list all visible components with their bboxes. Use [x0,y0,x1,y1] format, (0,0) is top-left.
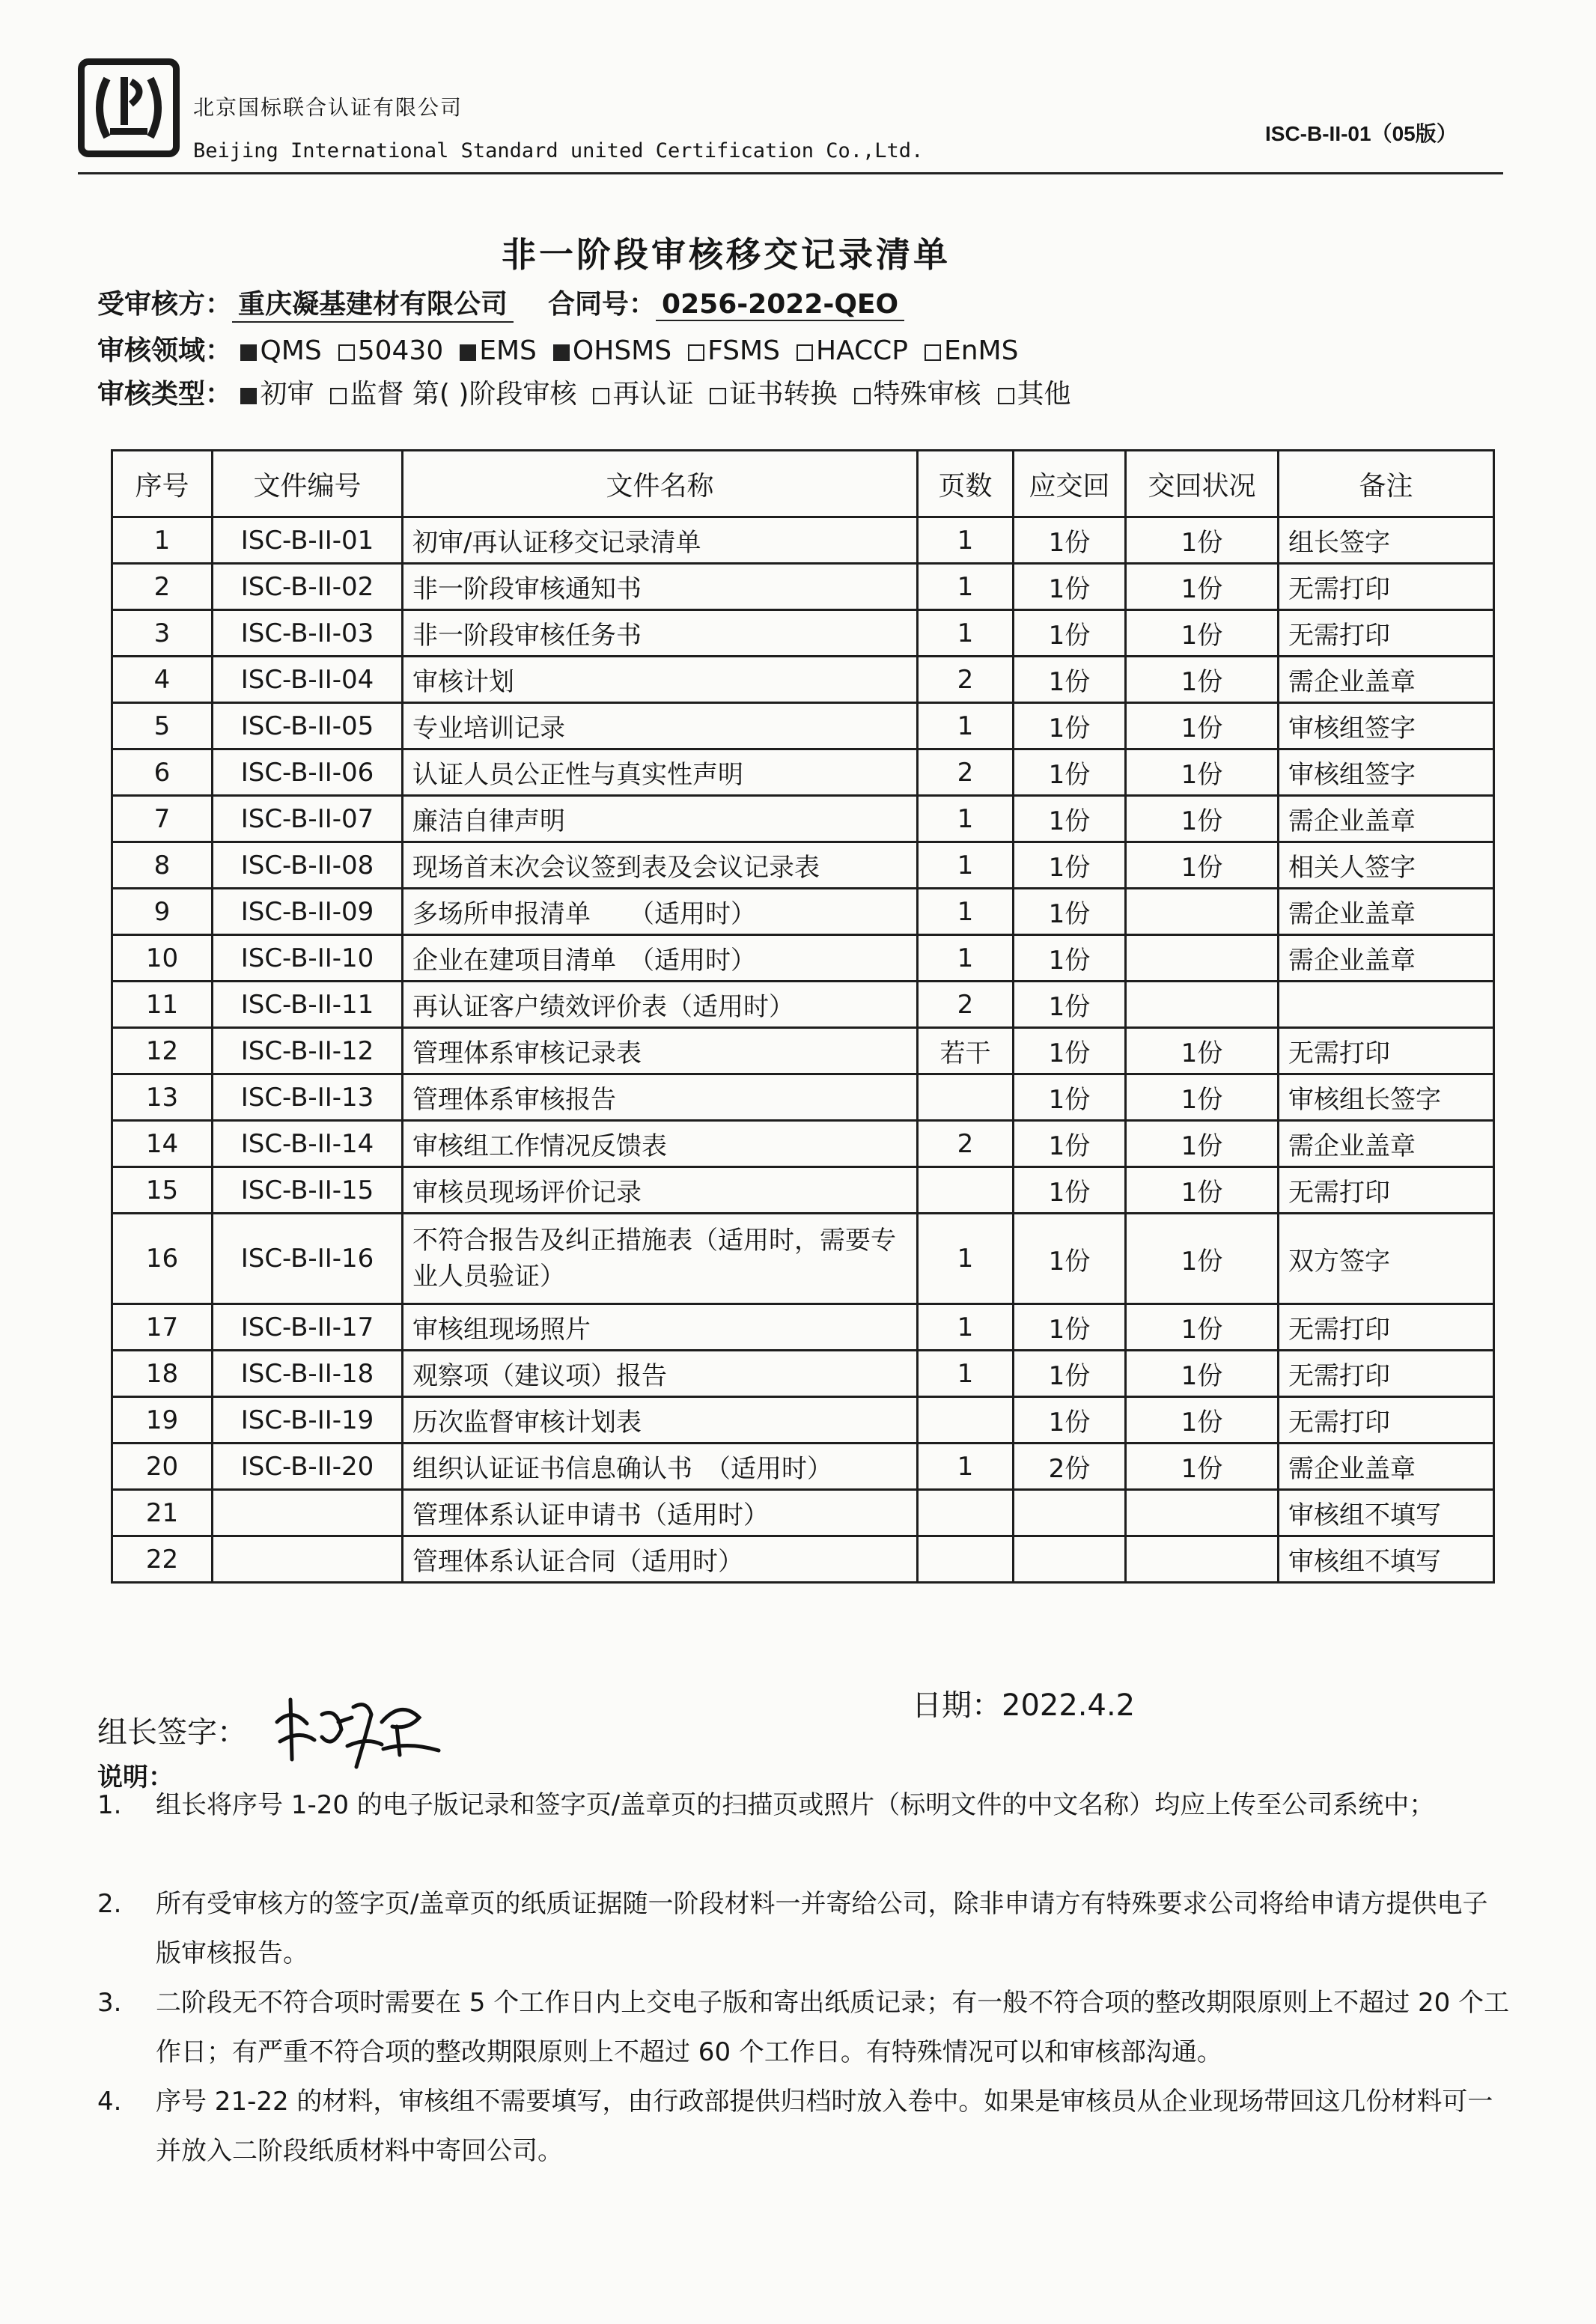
logo-mark-icon [85,65,173,150]
file-code-cell [213,1490,403,1536]
remarks-cell: 无需打印 [1279,1351,1494,1397]
notes-label: 说明： [97,1762,174,1792]
remarks-cell: 需企业盖章 [1279,889,1494,935]
remarks-cell: 需企业盖章 [1279,935,1494,982]
audit-domain-option-label: HACCP [815,335,908,366]
serial-cell: 16 [112,1214,213,1304]
unchecked-box-icon[interactable] [998,388,1014,404]
file-code-cell: ISC-B-II-01 [213,517,403,564]
header-file-name: 文件名称 [403,451,918,517]
due-cell: 1份 [1014,1351,1126,1397]
table-row [112,935,1494,982]
file-code-cell [213,1536,403,1583]
file-code-cell: ISC-B-II-09 [213,889,403,935]
pages-cell: 1 [918,1351,1014,1397]
serial-cell: 1 [112,517,213,564]
pages-cell [918,1167,1014,1214]
returned-cell: 1份 [1126,610,1279,657]
remarks-cell: 无需打印 [1279,564,1494,610]
file-code-cell: ISC-B-II-03 [213,610,403,657]
returned-cell: 1份 [1126,703,1279,749]
file-name-cell: 审核员现场评价记录 [403,1167,918,1214]
table-row [112,1028,1494,1074]
note-text: 序号 21-22 的材料，审核组不需要填写，由行政部提供归档时放入卷中。如果是审核员从企业现场带回这几份材料可一并放入二阶段纸质材料中寄回公司。 [156,2087,1493,2166]
audit-type-option-label: 初审 [260,379,314,410]
file-name-cell: 非一阶段审核通知书 [403,564,918,610]
returned-cell: 1份 [1126,657,1279,703]
file-name-cell: 审核组工作情况反馈表 [403,1121,918,1167]
remarks-cell: 无需打印 [1279,1167,1494,1214]
serial-cell: 17 [112,1304,213,1351]
file-name-cell: 审核计划 [403,657,918,703]
table-row [112,982,1494,1028]
contract-label: 合同号： [548,289,657,320]
table-row [112,1351,1494,1397]
pages-cell: 2 [918,1121,1014,1167]
checked-box-icon[interactable] [460,344,476,361]
unchecked-box-icon[interactable] [330,388,347,404]
file-name-cell: 初审/再认证移交记录清单 [403,517,918,564]
due-cell: 1份 [1014,935,1126,982]
table-row [112,1167,1494,1214]
pages-cell: 1 [918,1444,1014,1490]
audit-type-options [240,379,1087,410]
audit-domain-option[interactable] [553,335,671,366]
remarks-cell: 无需打印 [1279,1028,1494,1074]
file-code-cell: ISC-B-II-07 [213,796,403,842]
due-cell [1014,1490,1126,1536]
unchecked-box-icon[interactable] [710,388,726,404]
serial-cell: 18 [112,1351,213,1397]
note-number: 3. [97,1988,122,2018]
remarks-cell: 需企业盖章 [1279,1444,1494,1490]
note-number: 4. [97,2087,122,2117]
due-cell: 1份 [1014,1028,1126,1074]
returned-cell [1126,982,1279,1028]
file-name-cell: 廉洁自律声明 [403,796,918,842]
page-title: 非一阶段审核移交记录清单 [502,234,951,275]
unchecked-box-icon[interactable] [338,344,355,361]
auditee-row [97,283,939,323]
pages-cell [918,1536,1014,1583]
returned-cell [1126,1536,1279,1583]
remarks-cell: 相关人签字 [1279,842,1494,889]
pages-cell: 2 [918,657,1014,703]
file-code-cell: ISC-B-II-08 [213,842,403,889]
table-row [112,1397,1494,1444]
table-row [112,796,1494,842]
file-code-cell: ISC-B-II-11 [213,982,403,1028]
remarks-cell: 无需打印 [1279,1304,1494,1351]
pages-cell: 1 [918,842,1014,889]
returned-cell: 1份 [1126,1444,1279,1490]
due-cell: 1份 [1014,1397,1126,1444]
due-cell: 1份 [1014,517,1126,564]
table-row [112,610,1494,657]
unchecked-box-icon[interactable] [688,344,704,361]
file-name-cell: 审核组现场照片 [403,1304,918,1351]
file-code-cell: ISC-B-II-04 [213,657,403,703]
note-item [97,2077,1512,2176]
file-code-cell: ISC-B-II-13 [213,1074,403,1121]
serial-cell: 7 [112,796,213,842]
note-text: 所有受审核方的签字页/盖章页的纸质证据随一阶段材料一并寄给公司，除非申请方有特殊要求公司将给申请方提供电子版审核报告。 [156,1889,1488,1968]
audit-domain-option-label: EnMS [943,335,1019,366]
returned-cell [1126,935,1279,982]
file-name-cell: 非一阶段审核任务书 [403,610,918,657]
serial-cell: 3 [112,610,213,657]
audit-type-option-label: 证书转换 [729,379,838,410]
table-row [112,1444,1494,1490]
returned-cell: 1份 [1126,1397,1279,1444]
company-logo [78,58,180,157]
returned-cell: 1份 [1126,796,1279,842]
returned-cell: 1份 [1126,1121,1279,1167]
table-row [112,749,1494,796]
file-code-cell: ISC-B-II-17 [213,1304,403,1351]
serial-cell: 14 [112,1121,213,1167]
audit-domain-option[interactable] [338,335,444,366]
audit-type-option[interactable] [330,379,576,410]
serial-cell: 15 [112,1167,213,1214]
returned-cell [1126,1490,1279,1536]
file-code-cell: ISC-B-II-18 [213,1351,403,1397]
audit-type-label: 审核类型： [97,379,233,410]
remarks-cell: 无需打印 [1279,1397,1494,1444]
table-row [112,1074,1494,1121]
file-code-cell: ISC-B-II-20 [213,1444,403,1490]
table-row [112,1304,1494,1351]
audit-type-option[interactable] [854,379,981,410]
remarks-cell: 组长签字 [1279,517,1494,564]
table-row [112,1214,1494,1304]
file-name-cell: 管理体系审核记录表 [403,1028,918,1074]
header-remarks: 备注 [1279,451,1494,517]
file-code-cell: ISC-B-II-10 [213,935,403,982]
remarks-cell: 审核组长签字 [1279,1074,1494,1121]
table-row [112,657,1494,703]
due-cell [1014,1536,1126,1583]
unchecked-box-icon[interactable] [854,388,871,404]
audit-domain-option[interactable] [797,335,908,366]
remarks-cell: 审核组签字 [1279,749,1494,796]
table-row [112,842,1494,889]
remarks-cell: 需企业盖章 [1279,1121,1494,1167]
returned-cell [1126,889,1279,935]
file-name-cell: 再认证客户绩效评价表（适用时） [403,982,918,1028]
serial-cell: 6 [112,749,213,796]
file-code-cell: ISC-B-II-06 [213,749,403,796]
audit-type-row [97,373,1088,411]
pages-cell: 2 [918,749,1014,796]
contract-value: 0256-2022-QEO [656,289,904,321]
due-cell: 1份 [1014,1074,1126,1121]
table-row [112,1536,1494,1583]
remarks-cell: 无需打印 [1279,610,1494,657]
audit-domain-row [97,329,1035,368]
returned-cell: 1份 [1126,1351,1279,1397]
due-cell: 2份 [1014,1444,1126,1490]
returned-cell: 1份 [1126,842,1279,889]
checked-box-icon[interactable] [553,344,570,361]
pages-cell: 若干 [918,1028,1014,1074]
table-header-row [112,451,1494,517]
audit-type-option[interactable] [710,379,837,410]
due-cell: 1份 [1014,657,1126,703]
unchecked-box-icon[interactable] [593,388,609,404]
audit-domain-option[interactable] [925,335,1018,366]
file-code-cell: ISC-B-II-16 [213,1214,403,1304]
file-code-cell: ISC-B-II-15 [213,1167,403,1214]
note-item [97,1978,1512,2077]
unchecked-box-icon[interactable] [797,344,813,361]
header-due: 应交回 [1014,451,1126,517]
audit-domain-option-label: EMS [479,335,537,366]
file-code-cell: ISC-B-II-19 [213,1397,403,1444]
audit-type-option-label: 其他 [1017,379,1071,410]
due-cell: 1份 [1014,703,1126,749]
file-name-cell: 不符合报告及纠正措施表（适用时，需要专业人员验证） [403,1214,918,1304]
checked-box-icon[interactable] [240,344,257,361]
file-name-cell: 专业培训记录 [403,703,918,749]
pages-cell [918,1490,1014,1536]
serial-cell: 19 [112,1397,213,1444]
audit-domain-option-label: QMS [260,335,322,366]
table-row [112,703,1494,749]
remarks-cell [1279,982,1494,1028]
note-number: 2. [97,1889,122,1919]
serial-cell: 22 [112,1536,213,1583]
audit-domain-option[interactable] [688,335,780,366]
file-name-cell: 多场所申报清单 （适用时） [403,889,918,935]
pages-cell: 2 [918,982,1014,1028]
note-item [97,1780,1512,1830]
pages-cell: 1 [918,889,1014,935]
table-row [112,517,1494,564]
pages-cell: 1 [918,1304,1014,1351]
due-cell: 1份 [1014,796,1126,842]
file-name-cell: 企业在建项目清单 （适用时） [403,935,918,982]
audit-type-option[interactable] [998,379,1071,410]
remarks-cell: 审核组不填写 [1279,1490,1494,1536]
pages-cell: 1 [918,796,1014,842]
pages-cell: 1 [918,517,1014,564]
returned-cell: 1份 [1126,1074,1279,1121]
header-divider [78,172,1503,174]
due-cell: 1份 [1014,564,1126,610]
table-row [112,889,1494,935]
serial-cell: 12 [112,1028,213,1074]
returned-cell: 1份 [1126,1167,1279,1214]
checked-box-icon[interactable] [240,388,257,404]
serial-cell: 11 [112,982,213,1028]
remarks-cell: 审核组不填写 [1279,1536,1494,1583]
note-item [97,1879,1512,1978]
file-code-cell: ISC-B-II-02 [213,564,403,610]
due-cell: 1份 [1014,1304,1126,1351]
audit-domain-option-label: OHSMS [572,335,672,366]
pages-cell: 1 [918,703,1014,749]
serial-cell: 5 [112,703,213,749]
remarks-cell: 需企业盖章 [1279,796,1494,842]
company-name-cn: 北京国标联合认证有限公司 [193,95,463,120]
due-cell: 1份 [1014,982,1126,1028]
returned-cell: 1份 [1126,517,1279,564]
header-pages: 页数 [918,451,1014,517]
file-name-cell: 现场首末次会议签到表及会议记录表 [403,842,918,889]
due-cell: 1份 [1014,1167,1126,1214]
audit-type-option-label: 监督 第( )阶段审核 [350,379,577,410]
pages-cell [918,1074,1014,1121]
audit-domain-option-label: 50430 [357,335,444,366]
note-text: 组长将序号 1-20 的电子版记录和签字页/盖章页的扫描页或照片（标明文件的中文名称）均应上传至公司系统中； [156,1790,1435,1820]
audit-type-option[interactable] [240,379,314,410]
due-cell: 1份 [1014,1121,1126,1167]
leader-signature-label: 组长签字： [97,1715,247,1750]
returned-cell: 1份 [1126,564,1279,610]
due-cell: 1份 [1014,749,1126,796]
serial-cell: 4 [112,657,213,703]
date-field: 日期：2022.4.2 [912,1688,1136,1723]
remarks-cell: 双方签字 [1279,1214,1494,1304]
pages-cell: 1 [918,610,1014,657]
audit-domain-options [240,335,1035,366]
serial-cell: 2 [112,564,213,610]
table-row [112,1121,1494,1167]
serial-cell: 21 [112,1490,213,1536]
unchecked-box-icon[interactable] [925,344,941,361]
due-cell: 1份 [1014,889,1126,935]
pages-cell: 1 [918,564,1014,610]
file-name-cell: 管理体系审核报告 [403,1074,918,1121]
remarks-cell: 需企业盖章 [1279,657,1494,703]
pages-cell [918,1397,1014,1444]
returned-cell: 1份 [1126,1304,1279,1351]
returned-cell: 1份 [1126,1028,1279,1074]
document-code: ISC-B-II-01（05版） [1265,122,1458,145]
table-row [112,1490,1494,1536]
serial-cell: 10 [112,935,213,982]
table-body [112,517,1494,1583]
file-name-cell: 观察项（建议项）报告 [403,1351,918,1397]
header-returned: 交回状况 [1126,451,1279,517]
file-code-cell: ISC-B-II-05 [213,703,403,749]
file-code-cell: ISC-B-II-14 [213,1121,403,1167]
audit-type-option-label: 特殊审核 [873,379,981,410]
due-cell: 1份 [1014,610,1126,657]
audit-type-option[interactable] [593,379,693,410]
due-cell: 1份 [1014,842,1126,889]
remarks-cell: 审核组签字 [1279,703,1494,749]
file-name-cell: 历次监督审核计划表 [403,1397,918,1444]
header-serial: 序号 [112,451,213,517]
audit-domain-option-label: FSMS [707,335,780,366]
file-name-cell: 管理体系认证合同（适用时） [403,1536,918,1583]
file-name-cell: 组织认证证书信息确认书 （适用时） [403,1444,918,1490]
note-text: 二阶段无不符合项时需要在 5 个工作日内上交电子版和寄出纸质记录；有一般不符合项的整改期限原则上不超过 20 个工作日；有严重不符合项的整改期限原则上不超过 60 个工作日。有特殊情况可以和审核部沟通。 [156,1988,1510,2067]
due-cell: 1份 [1014,1214,1126,1304]
audit-domain-option[interactable] [460,335,537,366]
serial-cell: 8 [112,842,213,889]
company-name-en: Beijing International Standard united Certification Co.,Ltd. [193,139,924,162]
returned-cell: 1份 [1126,749,1279,796]
auditee-value: 重庆凝基建材有限公司 [232,283,514,323]
handwritten-signature [269,1677,449,1789]
audit-type-option-label: 再认证 [612,379,694,410]
header-file-code: 文件编号 [213,451,403,517]
note-number: 1. [97,1790,122,1820]
auditee-label: 受审核方： [97,289,233,320]
file-name-cell: 认证人员公正性与真实性声明 [403,749,918,796]
audit-domain-option[interactable] [240,335,321,366]
serial-cell: 13 [112,1074,213,1121]
pages-cell: 1 [918,1214,1014,1304]
serial-cell: 20 [112,1444,213,1490]
returned-cell: 1份 [1126,1214,1279,1304]
transfer-record-table [111,449,1495,1584]
file-name-cell: 管理体系认证申请书（适用时） [403,1490,918,1536]
table-row [112,564,1494,610]
file-code-cell: ISC-B-II-12 [213,1028,403,1074]
serial-cell: 9 [112,889,213,935]
audit-domain-label: 审核领域： [97,335,233,366]
pages-cell: 1 [918,935,1014,982]
